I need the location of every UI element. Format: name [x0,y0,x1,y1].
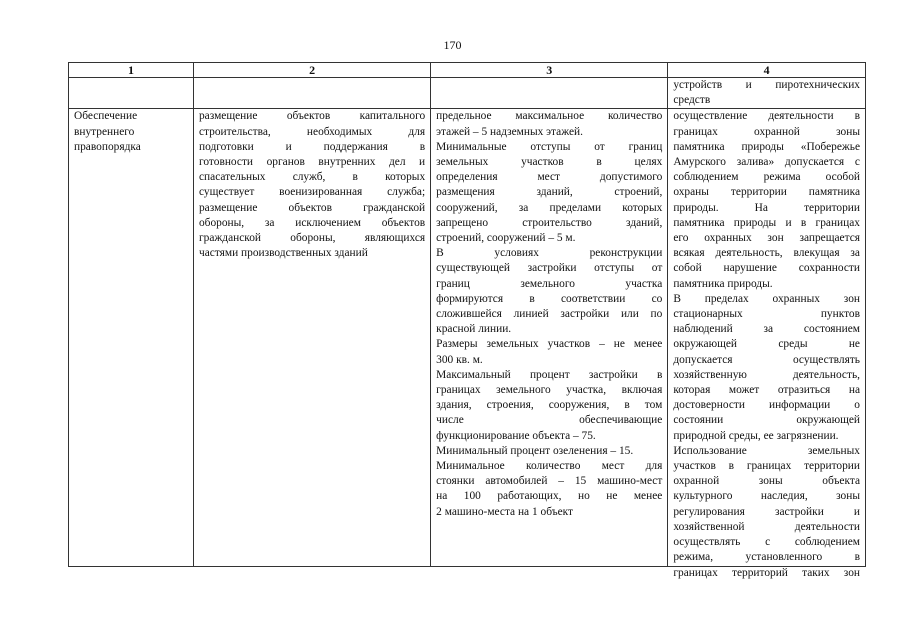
cell-text-line: размещение объектов капитального [198,110,426,123]
cell-text-line: спасательных служб, в которых [198,171,426,184]
cell-text-line: устройств и пиротехнических [673,79,860,91]
cell-text-line: режима, установленного в [673,551,860,564]
cell-text-line: В условиях реконструкции [436,247,663,260]
cell-text-line: числе обеспечивающие [436,414,663,427]
header-col-1: 1 [69,63,194,78]
cell-text-line: земельных участков в целях [436,156,663,169]
cell-text-line: которая может отразиться на [673,384,860,397]
zoning-table [68,62,866,579]
table-row-internal-order [69,109,866,567]
cell-text-line: 2 машино-места на 1 объект [436,505,574,518]
page-number: 170 [443,38,462,52]
cell-text-line: Максимальный процент застройки в [436,368,663,381]
cell-text-line: Минимальный процент озеленения – 15. [436,444,634,457]
cell-text-line: готовности органов внутренних дел и [198,156,426,169]
cell-text-line: осуществлять с соблюдением [673,536,860,549]
header-col-3: 3 [431,63,668,78]
cell-text-line: окружающей среды не [673,338,860,351]
cell-text-line: охранной зоны объекта [673,475,860,488]
cell-continued-col1 [69,78,194,109]
cell-continued-col2 [193,78,430,109]
cell-text-line: его охранных зон запрещается [673,232,860,245]
header-col-4: 4 [668,63,866,78]
cell-text-line: подготовки и поддержания в [198,140,426,153]
cell-text-line: обороны, за исключением объектов [198,216,426,229]
cell-text-line: хозяйственной деятельности [673,520,860,533]
cell-text-line: участков в границах территории [673,460,860,473]
cell-text-line: функционирование объекта – 75. [436,429,596,442]
cell-text-line: памятника природы и в границах [673,216,860,229]
cell-text-line: наблюдений за состоянием [673,323,860,336]
cell-text-line: природной среды, ее загрязнении. [673,429,839,442]
cell-text-line: существующей застройки отступы от [436,262,663,275]
cell-permitted-use [69,109,194,567]
cell-text-line: строений, сооружений – 5 м. [436,232,576,245]
cell-text-line: собой нарушение сохранности [673,262,860,275]
cell-text-line: допускается осуществлять [673,353,860,366]
cell-text-line: границ земельного участка [436,277,663,290]
cell-text-line: существует военизированная служба; [198,186,426,199]
cell-text-line: средств [673,94,711,107]
cell-text-line: всякая деятельность, влекущая за [673,247,860,260]
cell-text-line: Минимальные отступы от границ [436,140,663,153]
cell-text-line: границах охранной зоны [673,125,860,138]
cell-text-line: запрещено строительство зданий, [436,216,663,229]
cell-text-line: частями производственных зданий [198,247,368,260]
cell-text-line: В пределах охранных зон [673,292,860,305]
cell-text-line: охраны территории памятника [673,186,860,199]
cell-text-line: внутреннего [74,125,135,138]
cell-text-line: хозяйственную деятельность, [673,368,860,381]
cell-text-line: осуществление деятельности в [673,110,860,123]
cell-text-line: состоянии окружающей [673,414,860,427]
cell-text-line: памятника природы. [673,277,773,290]
cell-text-line: на 100 работающих, но не менее [436,490,663,503]
cell-text-line: Использование земельных [673,444,860,457]
cell-text-line: сооружений, за пределами которых [436,201,663,214]
table-header-row [69,63,866,78]
cell-text-line: определения мест допустимого [436,171,663,184]
cell-use-description [193,109,430,567]
cell-text-line: Амурского залива» допускается с [673,156,860,169]
cell-text-line: границах территорий таких зон [673,566,860,579]
table-row-continued [69,78,866,109]
cell-text-line: достоверности информации о [673,399,860,412]
header-col-2: 2 [193,63,430,78]
cell-restrictions [668,109,866,579]
cell-text-line: регулирования застройки и [673,505,860,518]
cell-text-line: культурного наследия, зоны [673,490,860,503]
cell-text-line: правопорядка [74,140,141,153]
cell-text-line: Размеры земельных участков – не менее [436,338,663,351]
cell-text-line: этажей – 5 надземных этажей. [436,125,583,138]
cell-text-line: строительства, необходимых для [198,125,426,138]
cell-text-line: сложившейся линией застройки или по [436,308,663,321]
cell-text-line: здания, строения, сооружения, в том [436,399,663,412]
cell-text-line: Обеспечение [74,110,138,123]
cell-text-line: размещения зданий, строений, [436,186,663,199]
cell-text-line: стоянки автомобилей – 15 машино-мест [436,475,663,488]
cell-text-line: 300 кв. м. [436,353,483,366]
cell-text-line: красной линии. [436,323,512,336]
cell-text-line: предельное максимальное количество [436,110,663,123]
cell-text-line: Минимальное количество мест для [436,460,663,473]
cell-text-line: соблюдением режима особой [673,171,860,184]
cell-text-line: природы. На территории [673,201,860,214]
cell-text-line: границах земельного участка, включая [436,384,663,397]
cell-continued-col3 [431,78,668,109]
cell-text-line: формируются в соответствии со [436,292,663,305]
cell-text-line: стационарных пунктов [673,308,860,321]
cell-text-line: памятника природы «Побережье [673,140,860,153]
cell-parameters [431,109,668,567]
cell-text-line: размещение объектов гражданской [198,201,426,214]
cell-text-line: гражданской обороны, являющихся [198,232,426,245]
cell-continued-col4 [668,78,866,109]
